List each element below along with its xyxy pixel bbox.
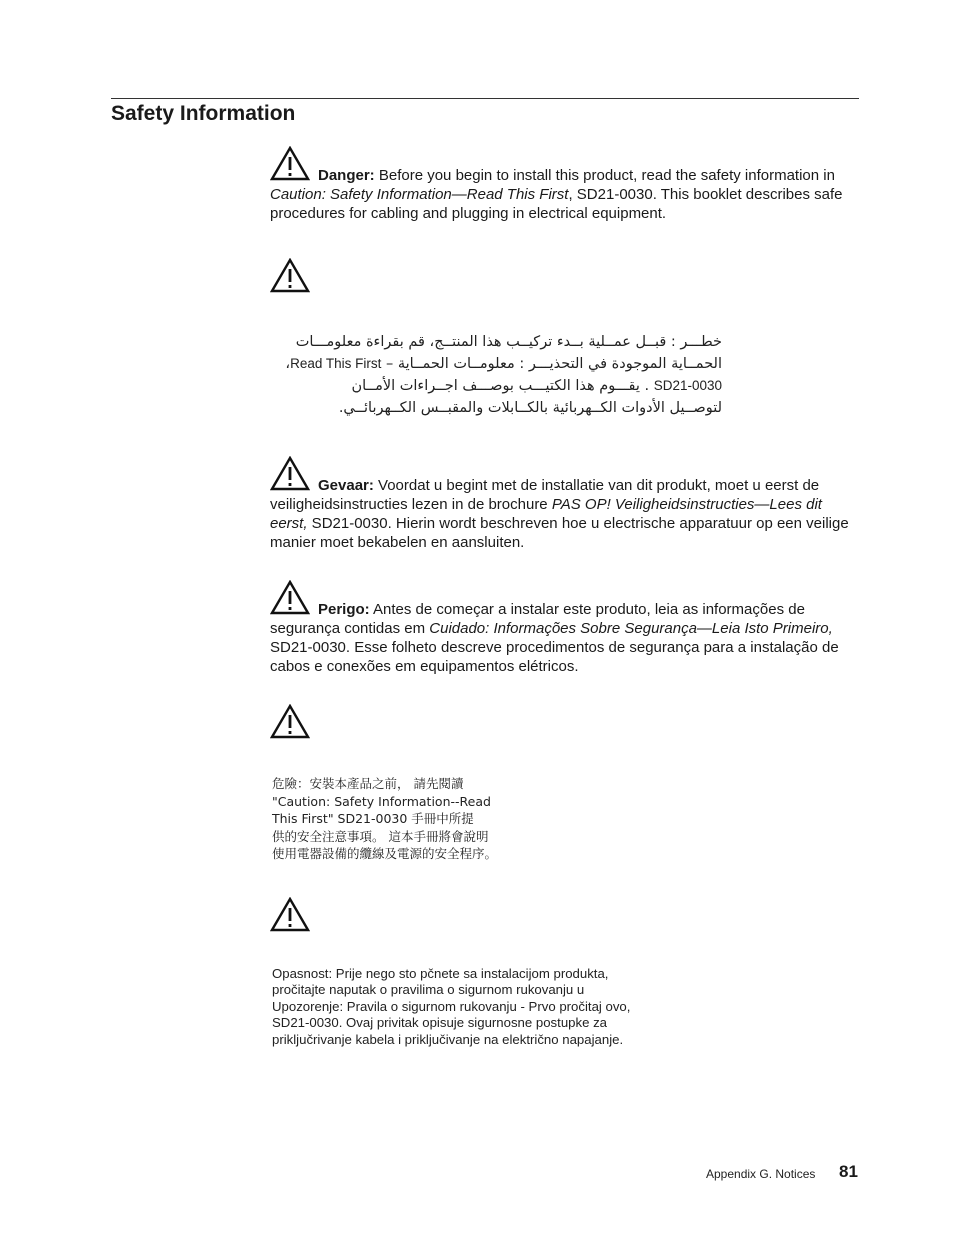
chinese-line: "Caution: Safety Information--Read: [272, 793, 491, 809]
portuguese-text-2: SD21-0030. Esse folheto descreve procedimentos de segurança para a instalação de cabos e conexões em equipamentos elétricos.: [270, 639, 839, 675]
croatian-line: Opasnost: Prije nego sto pčnete sa instalacijom produkta,: [272, 966, 609, 981]
header-rule: [111, 98, 859, 99]
page-number: 81: [839, 1162, 858, 1181]
arabic-line: [270, 375, 722, 397]
footer-section-name: Appendix G. Notices: [706, 1167, 816, 1181]
arabic-line: لتوصــيل الأدوات الكــهربائية بالكــابلات والمقبــس الكــهربائــي.: [338, 400, 722, 416]
gevaar-label: Gevaar:: [318, 477, 374, 494]
chinese-line: This First" SD21-0030 手冊中所提: [272, 811, 474, 826]
chinese-line: 危險：安裝本產品之前， 請先閱讀: [272, 776, 464, 791]
english-text-2: , SD21-0030. This booklet describes safe procedures for cabling and plugging in electrical equipment.: [270, 186, 843, 222]
croatian-danger-notice: [272, 966, 630, 1048]
portuguese-booklet-title: Cuidado: Informações Sobre Segurança—Leia Isto Primeiro,: [429, 620, 833, 637]
danger-label: Danger:: [318, 167, 375, 184]
arabic-line-text: الحمــاية الموجودة في التحذيـــر : معلومــات الحمــاية –: [381, 356, 722, 372]
croatian-line: priključrivanje kabela i priključivanje na električno napajanje.: [272, 1031, 624, 1047]
arabic-booklet-title: Read This First: [290, 356, 382, 371]
chinese-danger-notice: [272, 775, 497, 863]
chinese-line: 使用電器設備的纜線及電源的安全程序。: [272, 846, 498, 861]
warning-icon: [270, 580, 310, 616]
arabic-line: [270, 353, 722, 375]
arabic-line-text: . يقـــوم هذا الكتيـــب بوصـــف اجــراءات الأمــان: [351, 378, 654, 394]
portuguese-text-1: Antes de começar a instalar este produto, leia as informações de segurança contidas em: [270, 601, 805, 637]
arabic-doc-number: SD21-0030: [653, 378, 722, 393]
croatian-line: Upozorenje: Pravila o sigurnom rukovanju - Prvo pročitaj ovo,: [272, 998, 631, 1014]
english-text-1: Before you begin to install this product, read the safety information in: [374, 167, 835, 184]
croatian-line: SD21-0030. Ovaj privitak opisuje sigurnosne postupke za: [272, 1015, 608, 1031]
perigo-label: Perigo:: [318, 601, 370, 618]
dutch-text-1: Voordat u begint met de installatie van dit produkt, moet u eerst de veiligheidsinstructies lezen in de brochure: [270, 477, 820, 513]
dutch-danger-notice: [270, 456, 858, 552]
warning-icon: [270, 456, 310, 492]
warning-icon: [270, 146, 310, 182]
dutch-text-2: SD21-0030. Hierin wordt beschreven hoe u electrische apparatuur op een veilige manier moet bekabelen en aansluiten.: [270, 515, 849, 551]
arabic-line: خطـــر : قبــل عمــلية بــدء تركيــب هذا المنتــج، قم بقراءة معلومـــات: [295, 334, 722, 350]
english-booklet-title: Caution: Safety Information—Read This First: [270, 186, 569, 203]
arabic-danger-notice: [270, 331, 722, 419]
warning-icon: [270, 897, 310, 933]
warning-icon: [270, 258, 310, 294]
arabic-comma: ،: [285, 356, 291, 372]
dutch-booklet-title: PAS OP! Veiligheidsinstructies—Lees dit eerst,: [270, 496, 822, 532]
portuguese-danger-notice: [270, 580, 858, 676]
chinese-line: 供的安全注意事項。 這本手冊將會說明: [272, 828, 489, 844]
section-title: Safety Information: [111, 102, 296, 125]
croatian-line: pročitajte naputak o pravilima o sigurnom rukovanju u: [272, 982, 585, 998]
warning-icon: [270, 704, 310, 740]
english-danger-notice: [270, 146, 858, 223]
